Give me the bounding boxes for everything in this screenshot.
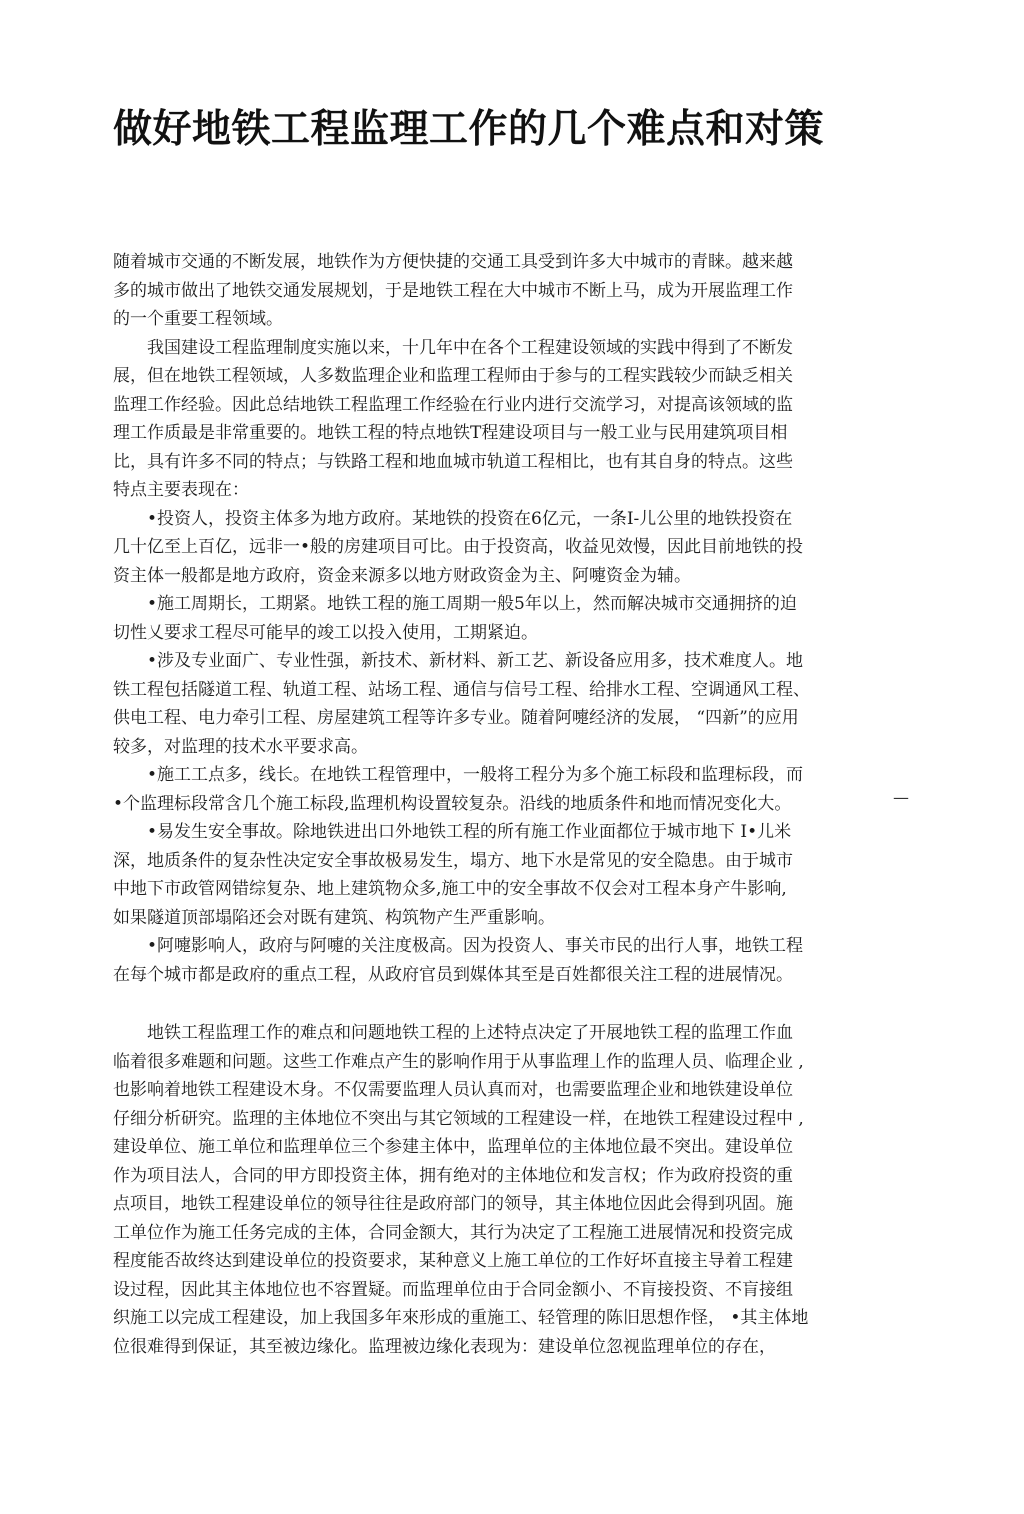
text-line: 中地下市政管网错综复杂、地上建筑物众多,施工中的安全事故不仅会对工程本身产牛影响,: [113, 879, 787, 899]
text-line: 多的城市做出了地铁交通发展规划，于是地铁工程在大中城市不断上马，成为开展监理工作: [113, 280, 793, 301]
text-line: 供电工程、电力牵引工程、房屋建筑工程等许多专业。随着阿嚏经济的发展， “四新”的应用: [113, 708, 799, 728]
text-line: 工单位作为施工任务完成的主体，合同金额大，其行为决定了工程施工进展情况和投资完成: [113, 1222, 793, 1243]
text-line: •投资人，投资主体多为地方政府。某地铁的投资在6亿元，一条I-儿公里的地铁投资在: [147, 508, 793, 529]
text-line: 建设单位、施工单位和监理单位三个参建主体中，监理单位的主体地位最不突出。建设单位: [113, 1137, 793, 1157]
text-line: 比，具有许多不同的特点；与铁路工程和地血城市轨道工程相比，也有其自身的特点。这些: [113, 451, 793, 472]
text-line: 切性乂要求工程尽可能早的竣工以投入使用，工期紧迫。: [113, 622, 538, 643]
text-line: 资主体一般都是地方政府，资金来源多以地方财政资金为主、阿嚏资金为辅。: [113, 565, 691, 586]
text-line: •涉及专业面广、专业性强，新技术、新材料、新工艺、新设备应用多，技术难度人。地: [147, 651, 804, 671]
text-line: 作为项目法人，合同的甲方即投资主体，拥有绝对的主体地位和发言权；作为政府投资的重: [113, 1165, 793, 1186]
text-line: 也影响着地铁工程建设木身。不仅需要监理人员认真而对，也需要监理企业和地铁建设单位: [113, 1080, 793, 1100]
text-line: 铁工程包括隧道工程、轨道工程、站场工程、通信与信号工程、给排水工程、空调通风工程、: [113, 679, 810, 700]
text-line: 地铁工程监理工作的难点和问题地铁工程的上述特点决定了开展地铁工程的监理工作血: [147, 1023, 793, 1043]
text-line: •施工工点多，线长。在地铁工程管理中，一般将工程分为多个施工标段和监理标段，而: [147, 765, 804, 785]
text-line: 程度能否故终达到建设单位的投资要求，某种意义上施工单位的工作好坏直接主导着工程建: [113, 1251, 793, 1271]
paragraph: [113, 505, 873, 591]
text-line: •易发生安全事故。除地铁进出口外地铁工程的所有施工作业面都位于城市地下 I•儿米: [147, 822, 792, 842]
text-line: 仔细分析研究。监理的主体地位不突出与其它领域的工程建设一样，在地铁工程建设过程中 ,: [113, 1108, 804, 1129]
text-line: 几十亿至上百亿，远非一•般的房建项目可比。由于投资高，收益见效慢，因此目前地铁的投: [113, 537, 804, 557]
text-line: 理工作质最是非常重要的。地铁工程的特点地铁T程建设项目与一般工业与民用建筑项目相: [113, 423, 788, 443]
document-title: 做好地铁工程监理工作的几个难点和对策: [113, 107, 825, 152]
paragraph: [113, 590, 873, 647]
paragraph: [113, 1019, 873, 1361]
document-body: [113, 248, 873, 1361]
text-line: 我国建设工程监理制度实施以来，十几年中在各个工程建设领域的实践中得到了不断发: [147, 337, 793, 358]
text-line: 监理工作经验。因此总结地铁工程监理工作经验在行业内进行交流学习，对提高该领域的监: [113, 394, 793, 415]
text-line: 特点主要表现在：: [113, 480, 249, 500]
text-line: 展，但在地铁工程领域，人多数监理企业和监理工程师由于参与的工程实践较少而缺乏相关: [113, 366, 793, 386]
text-line: 随着城市交通的不断发展，地铁作为方便快捷的交通工具受到许多大中城市的青睐。越来越: [113, 252, 793, 272]
paragraph-gap: [113, 989, 873, 1019]
margin-mark: —: [893, 788, 909, 807]
text-line: •个监理标段常含几个施工标段,监理机构设置较复杂。沿线的地质条件和地而情况变化大。: [113, 793, 792, 814]
text-line: 点项目，地铁工程建设单位的领导往往是政府部门的领导，其主体地位因此会得到巩固。施: [113, 1194, 793, 1214]
paragraph: [113, 932, 873, 989]
paragraph: [113, 248, 873, 334]
text-line: 位很难得到保证，其至被边缘化。监理被边缘化表现为：建设单位忽视监理单位的存在，: [113, 1336, 776, 1357]
paragraph: [113, 761, 873, 818]
text-line: 在每个城市都是政府的重点工程，从政府官员到媒体其至是百姓都很关注工程的进展情况。: [113, 964, 793, 985]
text-line: 如果隧道顶部塌陷还会对既有建筑、构筑物产生严重影响。: [113, 907, 555, 928]
text-line: 织施工以完成工程建设，加上我国多年來形成的重施工、轻管理的陈旧思想作怪， •其主体地: [113, 1308, 809, 1328]
paragraph: [113, 334, 873, 505]
paragraph: [113, 647, 873, 761]
text-line: 的一个重要工程领域。: [113, 309, 283, 329]
text-line: 深，地质条件的复杂性决定安全事故极易发生，塌方、地下水是常见的安全隐患。由于城市: [113, 850, 793, 871]
text-line: 较多，对监理的技术水平要求高。: [113, 736, 368, 757]
text-line: •施工周期长，工期紧。地铁工程的施工周期一般5年以上，然而解决城市交通拥挤的迫: [147, 594, 797, 614]
text-line: •阿嚏影响人，政府与阿嚏的关注度极高。因为投资人、事关市民的出行人事，地铁工程: [147, 936, 804, 956]
paragraph: [113, 818, 873, 932]
text-line: 设过程，因此其主体地位也不容置疑。而监理单位由于合同金额小、不肓接投资、不肓接组: [113, 1279, 793, 1300]
text-line: 临着很多难题和问题。这些工作难点产生的影响作用于从事监理丄作的监理人员、临理企业 ,: [113, 1051, 804, 1072]
